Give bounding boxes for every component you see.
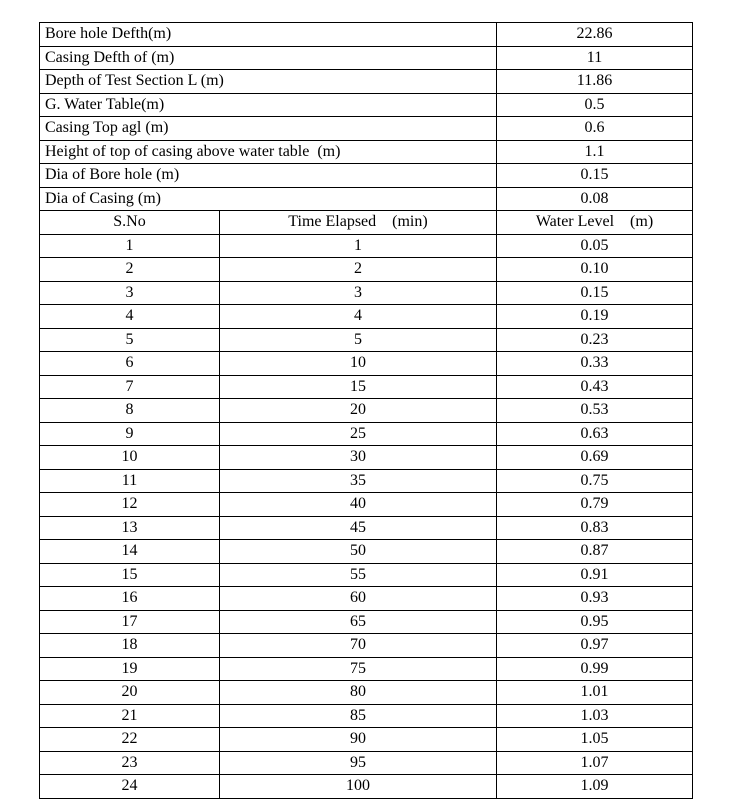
param-label: Dia of Bore hole (m) (40, 164, 497, 188)
water-level-cell: 0.63 (497, 422, 693, 446)
water-level-cell: 0.99 (497, 657, 693, 681)
sno-cell: 20 (40, 681, 220, 705)
time-elapsed-cell: 5 (220, 328, 497, 352)
sno-cell: 1 (40, 234, 220, 258)
water-level-cell: 0.87 (497, 540, 693, 564)
time-elapsed-cell: 75 (220, 657, 497, 681)
time-elapsed-cell: 35 (220, 469, 497, 493)
reading-row (40, 516, 693, 540)
reading-row (40, 352, 693, 376)
sno-cell: 16 (40, 587, 220, 611)
time-elapsed-cell: 45 (220, 516, 497, 540)
water-level-cell: 0.43 (497, 375, 693, 399)
param-row (40, 70, 693, 94)
time-elapsed-cell: 90 (220, 728, 497, 752)
time-elapsed-cell: 1 (220, 234, 497, 258)
time-elapsed-cell: 50 (220, 540, 497, 564)
param-value: 22.86 (497, 23, 693, 47)
sno-header: S.No (40, 211, 220, 235)
sno-cell: 14 (40, 540, 220, 564)
reading-row (40, 775, 693, 799)
water-level-cell: 0.95 (497, 610, 693, 634)
permeability-test-table (39, 22, 693, 799)
time-elapsed-cell: 40 (220, 493, 497, 517)
param-label: Height of top of casing above water table (m) (40, 140, 497, 164)
param-row (40, 140, 693, 164)
sno-cell: 2 (40, 258, 220, 282)
water-level-header: Water Level (m) (497, 211, 693, 235)
reading-row (40, 634, 693, 658)
sno-cell: 12 (40, 493, 220, 517)
param-value: 1.1 (497, 140, 693, 164)
sno-cell: 24 (40, 775, 220, 799)
param-row (40, 187, 693, 211)
sno-cell: 4 (40, 305, 220, 329)
time-elapsed-cell: 4 (220, 305, 497, 329)
reading-row (40, 258, 693, 282)
reading-row (40, 446, 693, 470)
water-level-cell: 1.01 (497, 681, 693, 705)
sno-cell: 5 (40, 328, 220, 352)
water-level-cell: 0.23 (497, 328, 693, 352)
time-elapsed-cell: 100 (220, 775, 497, 799)
time-elapsed-cell: 60 (220, 587, 497, 611)
time-elapsed-cell: 85 (220, 704, 497, 728)
time-elapsed-cell: 65 (220, 610, 497, 634)
sno-cell: 11 (40, 469, 220, 493)
sno-cell: 6 (40, 352, 220, 376)
sno-cell: 7 (40, 375, 220, 399)
param-row (40, 46, 693, 70)
param-value: 0.6 (497, 117, 693, 141)
time-elapsed-cell: 10 (220, 352, 497, 376)
reading-row (40, 610, 693, 634)
sno-cell: 21 (40, 704, 220, 728)
param-label: Dia of Casing (m) (40, 187, 497, 211)
time-elapsed-cell: 3 (220, 281, 497, 305)
reading-row (40, 657, 693, 681)
reading-row (40, 328, 693, 352)
water-level-cell: 0.05 (497, 234, 693, 258)
water-level-cell: 0.33 (497, 352, 693, 376)
water-level-cell: 0.75 (497, 469, 693, 493)
sno-cell: 18 (40, 634, 220, 658)
sno-cell: 8 (40, 399, 220, 423)
reading-row (40, 704, 693, 728)
reading-row (40, 540, 693, 564)
param-value: 0.08 (497, 187, 693, 211)
reading-row (40, 399, 693, 423)
param-label: Casing Defth of (m) (40, 46, 497, 70)
water-level-cell: 0.19 (497, 305, 693, 329)
param-row (40, 93, 693, 117)
param-row (40, 164, 693, 188)
water-level-cell: 0.93 (497, 587, 693, 611)
param-value: 0.15 (497, 164, 693, 188)
sno-cell: 9 (40, 422, 220, 446)
table-body (40, 23, 693, 799)
param-label: Casing Top agl (m) (40, 117, 497, 141)
sno-cell: 17 (40, 610, 220, 634)
water-level-cell: 0.10 (497, 258, 693, 282)
water-level-cell: 0.53 (497, 399, 693, 423)
column-header-row (40, 211, 693, 235)
reading-row (40, 681, 693, 705)
param-label: Depth of Test Section L (m) (40, 70, 497, 94)
water-level-cell: 0.15 (497, 281, 693, 305)
time-elapsed-cell: 55 (220, 563, 497, 587)
time-elapsed-header: Time Elapsed (min) (220, 211, 497, 235)
param-label: Bore hole Defth(m) (40, 23, 497, 47)
param-row (40, 117, 693, 141)
water-level-cell: 1.07 (497, 751, 693, 775)
sno-cell: 22 (40, 728, 220, 752)
water-level-cell: 0.97 (497, 634, 693, 658)
reading-row (40, 305, 693, 329)
param-label: G. Water Table(m) (40, 93, 497, 117)
time-elapsed-cell: 25 (220, 422, 497, 446)
reading-row (40, 422, 693, 446)
reading-row (40, 375, 693, 399)
reading-row (40, 751, 693, 775)
sno-cell: 3 (40, 281, 220, 305)
time-elapsed-cell: 95 (220, 751, 497, 775)
time-elapsed-cell: 70 (220, 634, 497, 658)
water-level-cell: 0.69 (497, 446, 693, 470)
water-level-cell: 1.03 (497, 704, 693, 728)
reading-row (40, 563, 693, 587)
reading-row (40, 728, 693, 752)
water-level-cell: 0.91 (497, 563, 693, 587)
sno-cell: 13 (40, 516, 220, 540)
sno-cell: 19 (40, 657, 220, 681)
water-level-cell: 0.83 (497, 516, 693, 540)
param-value: 0.5 (497, 93, 693, 117)
sno-cell: 23 (40, 751, 220, 775)
param-value: 11 (497, 46, 693, 70)
reading-row (40, 234, 693, 258)
reading-row (40, 587, 693, 611)
time-elapsed-cell: 80 (220, 681, 497, 705)
water-level-cell: 1.05 (497, 728, 693, 752)
time-elapsed-cell: 15 (220, 375, 497, 399)
time-elapsed-cell: 20 (220, 399, 497, 423)
reading-row (40, 469, 693, 493)
param-row (40, 23, 693, 47)
time-elapsed-cell: 30 (220, 446, 497, 470)
water-level-cell: 0.79 (497, 493, 693, 517)
time-elapsed-cell: 2 (220, 258, 497, 282)
reading-row (40, 281, 693, 305)
reading-row (40, 493, 693, 517)
water-level-cell: 1.09 (497, 775, 693, 799)
sno-cell: 10 (40, 446, 220, 470)
param-value: 11.86 (497, 70, 693, 94)
sno-cell: 15 (40, 563, 220, 587)
